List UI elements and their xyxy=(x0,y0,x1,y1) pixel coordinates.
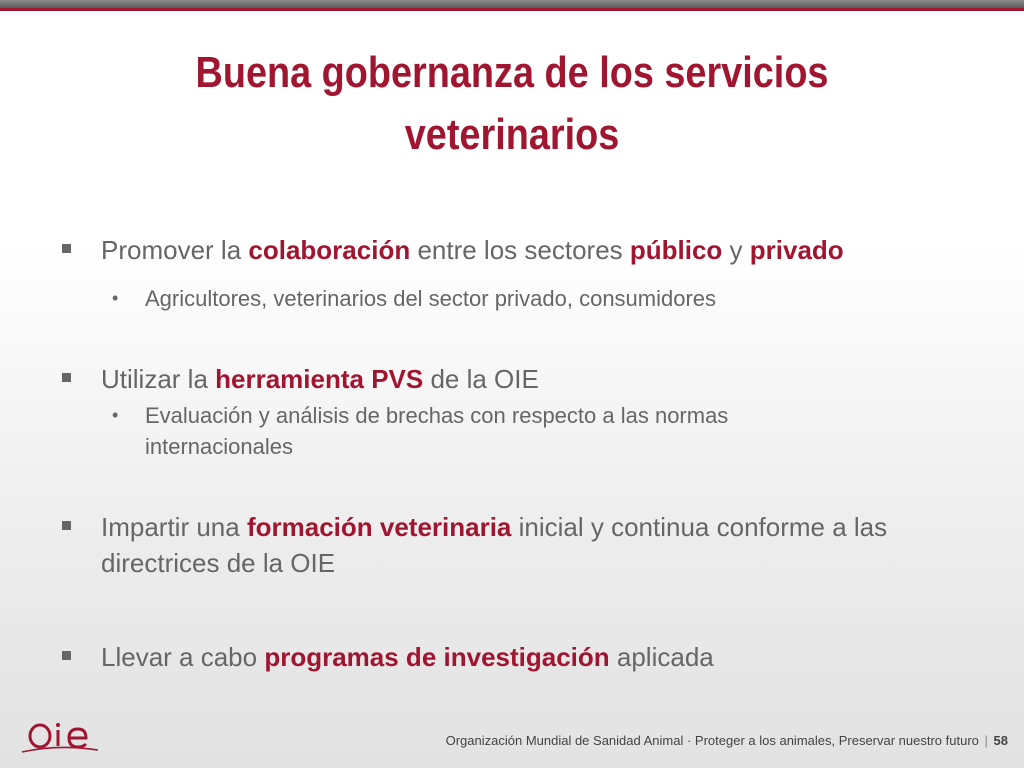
top-accent-line xyxy=(0,8,1024,11)
footer-text: Organización Mundial de Sanidad Animal · Proteger a los animales, Preservar nuestro futuro xyxy=(445,733,979,748)
bullet-1-part: Promover la xyxy=(101,235,249,265)
sub-bullet-1-text: Agricultores, veterinarios del sector privado, consumidores xyxy=(145,286,717,311)
bullet-4-part: Llevar a cabo xyxy=(101,642,265,672)
bullet-4-highlight: programas de investigación xyxy=(264,642,610,672)
dot-bullet-icon: • xyxy=(112,288,119,308)
footer xyxy=(446,733,1008,748)
bullet-3-text xyxy=(101,509,981,581)
bullet-1-part: entre los sectores xyxy=(410,235,630,265)
bullet-1-part: y xyxy=(722,235,750,265)
slide-title: Buena gobernanza de los servicios veterinarios xyxy=(195,48,829,159)
oie-logo-icon xyxy=(20,718,100,756)
square-bullet-icon xyxy=(62,244,71,253)
bullet-2-highlight: herramienta PVS xyxy=(215,364,424,394)
footer-separator: | xyxy=(984,733,988,748)
bullet-3-part: inicial y continua conforme a las directrices de la OIE xyxy=(101,512,888,578)
bullet-3-highlight: formación veterinaria xyxy=(246,512,512,542)
dot-bullet-icon: • xyxy=(112,405,119,425)
bullet-1-highlight-privado: privado xyxy=(749,235,844,265)
bullet-3-part: Impartir una xyxy=(101,512,247,542)
bullet-2-text xyxy=(101,361,981,397)
bullet-4-part: aplicada xyxy=(609,642,714,672)
square-bullet-icon xyxy=(62,373,71,382)
bullet-2-part: Utilizar la xyxy=(101,364,216,394)
page-number: 58 xyxy=(993,733,1008,748)
bullet-1-text xyxy=(101,232,981,268)
bullet-4-text xyxy=(101,639,981,675)
bullet-2-part: de la OIE xyxy=(423,364,539,394)
square-bullet-icon xyxy=(62,651,71,660)
bullet-1-highlight-publico: público xyxy=(629,235,723,265)
square-bullet-icon xyxy=(62,521,71,530)
sub-bullet-2-text: Evaluación y análisis de brechas con respecto a las normas internacionales xyxy=(145,403,729,459)
top-gray-band xyxy=(0,0,1024,8)
bullet-1-highlight-colaboracion: colaboración xyxy=(248,235,411,265)
